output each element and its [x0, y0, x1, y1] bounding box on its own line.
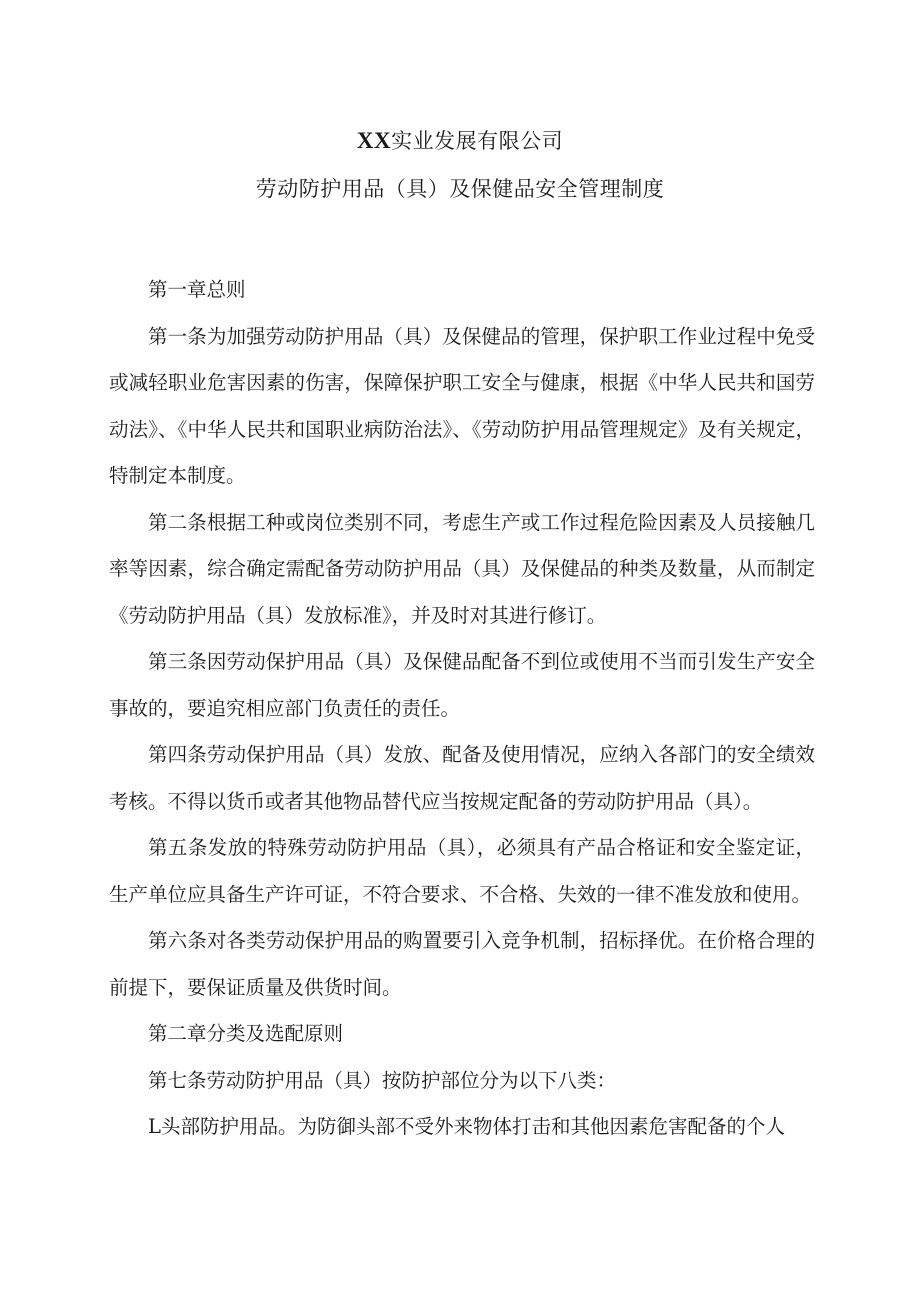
article-3: 第三条因劳动保护用品（具）及保健品配备不到位或使用不当而引发生产安全事故的，要追究相应部门负责任的责任。 [109, 650, 815, 720]
article-4: 第四条劳动保护用品（具）发放、配备及使用情况，应纳入各部门的安全绩效考核。不得以货币或者其他物品替代应当按规定配备的劳动防护用品（具）。 [109, 743, 815, 813]
article-7: 第七条劳动防护用品（具）按防护部位分为以下八类： [148, 1068, 617, 1092]
article-2: 第二条根据工种或岗位类别不同，考虑生产或工作过程危险因素及人员接触几率等因素，综合确定需配备劳动防护用品（具）及保健品的种类及数量，从而制定《劳动防护用品（具）发放标准》，并及时对其进行修订。 [109, 510, 815, 627]
company-name: 实业发展有限公司 [391, 129, 564, 153]
chapter-2-heading: 第二章分类及选配原则 [148, 1022, 344, 1045]
document-body [109, 267, 815, 1151]
list-item-head-protection: L头部防护用品。为防御头部不受外来物体打击和其他因素危害配备的个人 [148, 1115, 785, 1138]
company-name-heading [0, 126, 920, 156]
article-5: 第五条发放的特殊劳动防护用品（具），必须具有产品合格证和安全鉴定证，生产单位应具备生产许可证，不符合要求、不合格、失效的一律不准发放和使用。 [109, 836, 815, 906]
chapter-1-heading: 第一章总则 [148, 278, 246, 301]
document-title: 劳动防护用品（具）及保健品安全管理制度 [255, 177, 665, 201]
company-prefix: XX [356, 128, 392, 153]
article-6: 第六条对各类劳动保护用品的购置要引入竞争机制，招标择优。在价格合理的前提下，要保证质量及供货时间。 [109, 929, 815, 999]
article-1: 第一条为加强劳动防护用品（具）及保健品的管理，保护职工作业过程中免受或减轻职业危害因素的伤害，保障保护职工安全与健康，根据《中华人民共和国劳动法》、《中华人民共和国职业病防治法》、《劳动防护用品管理规定》及有关规定，特制定本制度。 [109, 324, 815, 487]
